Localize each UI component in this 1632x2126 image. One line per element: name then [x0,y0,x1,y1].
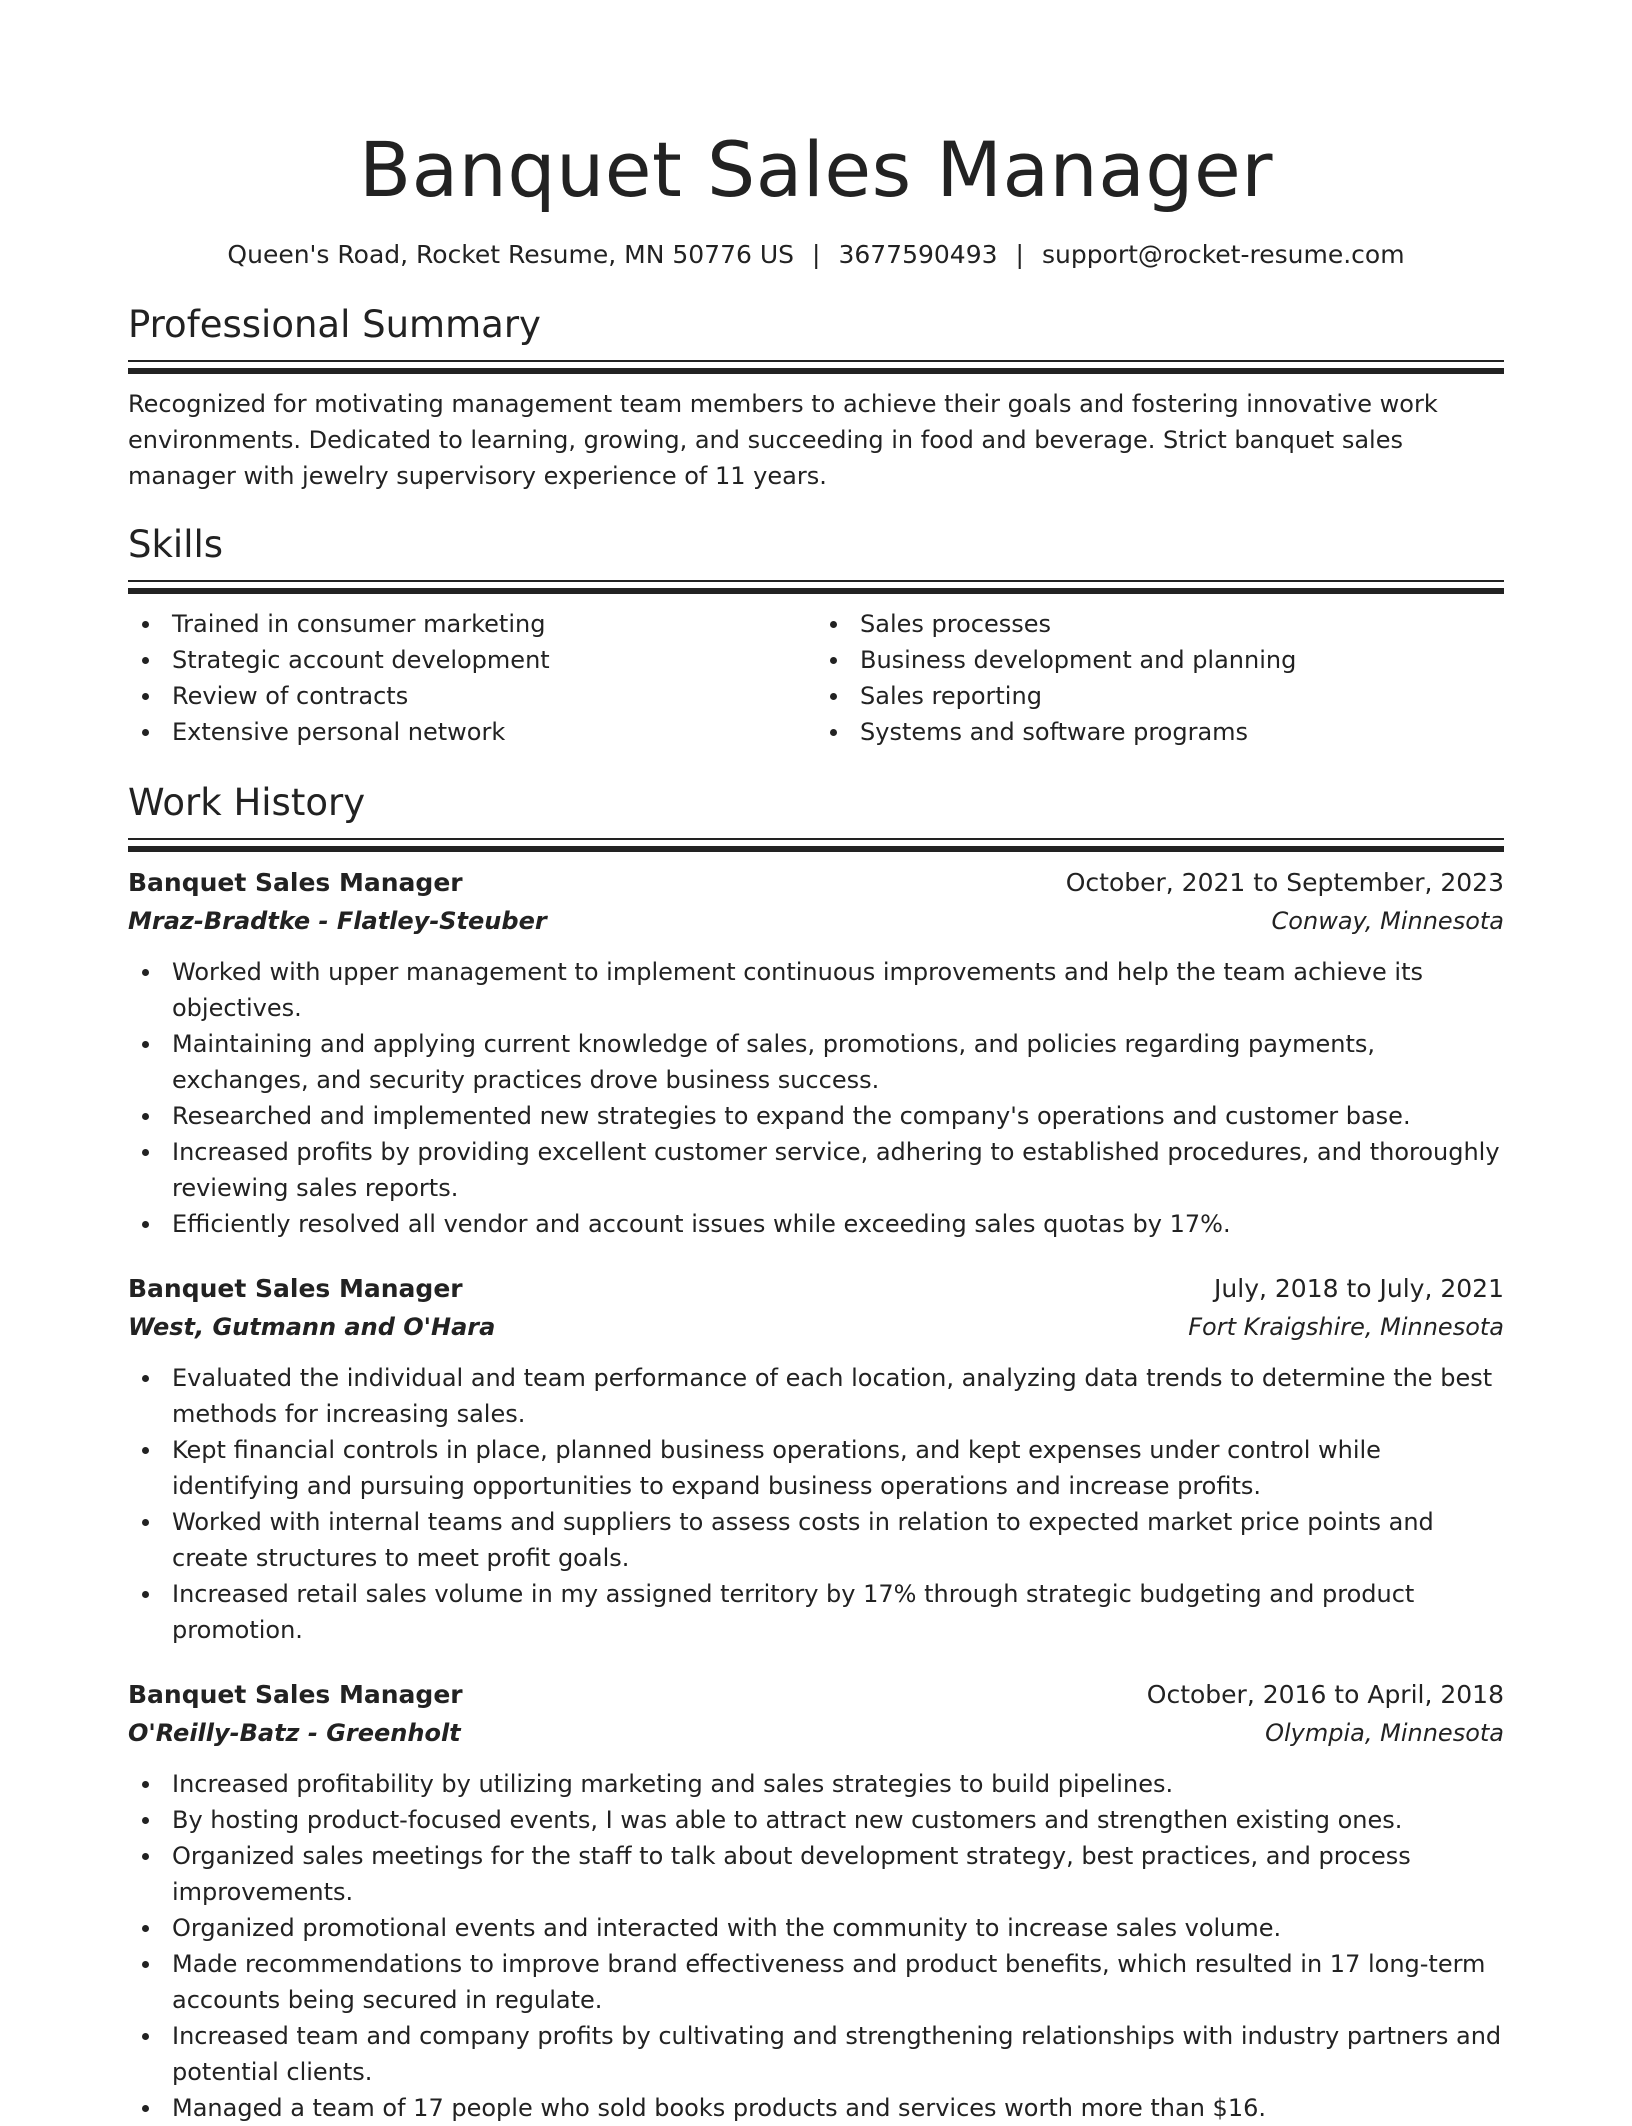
skill-item: Strategic account development [128,642,816,678]
job-bullet: Managed a team of 17 people who sold books products and services worth more than $16. [128,2090,1504,2126]
job-dates: July, 2018 to July, 2021 [1214,1274,1504,1303]
section-divider [128,580,1504,594]
section-divider [128,360,1504,374]
contact-separator: | [812,240,821,269]
job-bullet: Worked with upper management to implement continuous improvements and help the team achieve its objectives. [128,954,1504,1026]
work-history-section [128,780,1504,2126]
skills-column-left [128,606,816,750]
job-entry [128,864,1504,1242]
job-company: Mraz-Bradtke - Flatley-Steuber [128,907,547,935]
job-bullet: Increased retail sales volume in my assigned territory by 17% through strategic budgeting and product promotion. [128,1576,1504,1648]
skill-item: Business development and planning [816,642,1504,678]
skills-column-right [816,606,1504,750]
job-bullet: Organized sales meetings for the staff to talk about development strategy, best practices, and process improvements. [128,1838,1504,1910]
skill-item: Sales processes [816,606,1504,642]
contact-email: support@rocket-resume.com [1041,240,1405,269]
section-title-summary: Professional Summary [128,303,541,346]
job-bullets [128,1360,1504,1648]
skill-item: Trained in consumer marketing [128,606,816,642]
job-bullet: Evaluated the individual and team performance of each location, analyzing data trends to determine the best methods for increasing sales. [128,1360,1504,1432]
section-title-work-history: Work History [128,781,366,824]
contact-line [128,238,1504,272]
job-company: O'Reilly-Batz - Greenholt [128,1719,461,1747]
contact-phone: 3677590493 [838,240,998,269]
job-company: West, Gutmann and O'Hara [128,1313,496,1341]
job-entry [128,1270,1504,1648]
skill-item: Sales reporting [816,678,1504,714]
skill-item: Systems and software programs [816,714,1504,750]
section-divider [128,838,1504,852]
job-bullet: Maintaining and applying current knowledge of sales, promotions, and policies regarding payments, exchanges, and security practices drove business success. [128,1026,1504,1098]
job-bullet: Efficiently resolved all vendor and account issues while exceeding sales quotas by 17%. [128,1206,1504,1242]
job-bullet: Researched and implemented new strategies to expand the company's operations and customer base. [128,1098,1504,1134]
job-bullets [128,954,1504,1242]
skills-section [128,522,1504,750]
contact-separator: | [1015,240,1024,269]
job-title: Banquet Sales Manager [128,868,463,897]
job-bullets [128,1766,1504,2126]
skill-item: Extensive personal network [128,714,816,750]
contact-address: Queen's Road, Rocket Resume, MN 50776 US [227,240,795,269]
summary-text: Recognized for motivating management team members to achieve their goals and fostering innovative work environments. Dedicated to learning, growing, and succeeding in food and beverage. Strict banquet sales manager with jewelry supervisory experience of 11 years. [128,390,1438,490]
job-title: Banquet Sales Manager [128,1680,463,1709]
job-dates: October, 2021 to September, 2023 [1065,868,1504,897]
job-bullet: Increased profits by providing excellent customer service, adhering to established procedures, and thoroughly reviewing sales reports. [128,1134,1504,1206]
job-location: Fort Kraigshire, Minnesota [1188,1313,1504,1341]
job-bullet: Organized promotional events and interacted with the community to increase sales volume. [128,1910,1504,1946]
job-title: Banquet Sales Manager [128,1274,463,1303]
job-dates: October, 2016 to April, 2018 [1146,1680,1504,1709]
job-location: Conway, Minnesota [1271,907,1504,935]
skills-grid [128,606,1504,750]
job-entry [128,1676,1504,2126]
skill-item: Review of contracts [128,678,816,714]
summary-section [128,302,1504,494]
job-location: Olympia, Minnesota [1265,1719,1504,1747]
job-bullet: By hosting product-focused events, I was able to attract new customers and strengthen existing ones. [128,1802,1504,1838]
job-bullet: Kept financial controls in place, planned business operations, and kept expenses under control while identifying and pursuing opportunities to expand business operations and increase profits. [128,1432,1504,1504]
resume-content [128,120,1504,2126]
section-title-skills: Skills [128,523,224,566]
job-bullet: Increased profitability by utilizing marketing and sales strategies to build pipelines. [128,1766,1504,1802]
resume-name: Banquet Sales Manager [358,125,1274,214]
job-bullet: Worked with internal teams and suppliers to assess costs in relation to expected market price points and create structures to meet profit goals. [128,1504,1504,1576]
job-bullet: Increased team and company profits by cultivating and strengthening relationships with industry partners and potential clients. [128,2018,1504,2090]
job-bullet: Made recommendations to improve brand effectiveness and product benefits, which resulted in 17 long-term accounts being secured in regulate. [128,1946,1504,2018]
